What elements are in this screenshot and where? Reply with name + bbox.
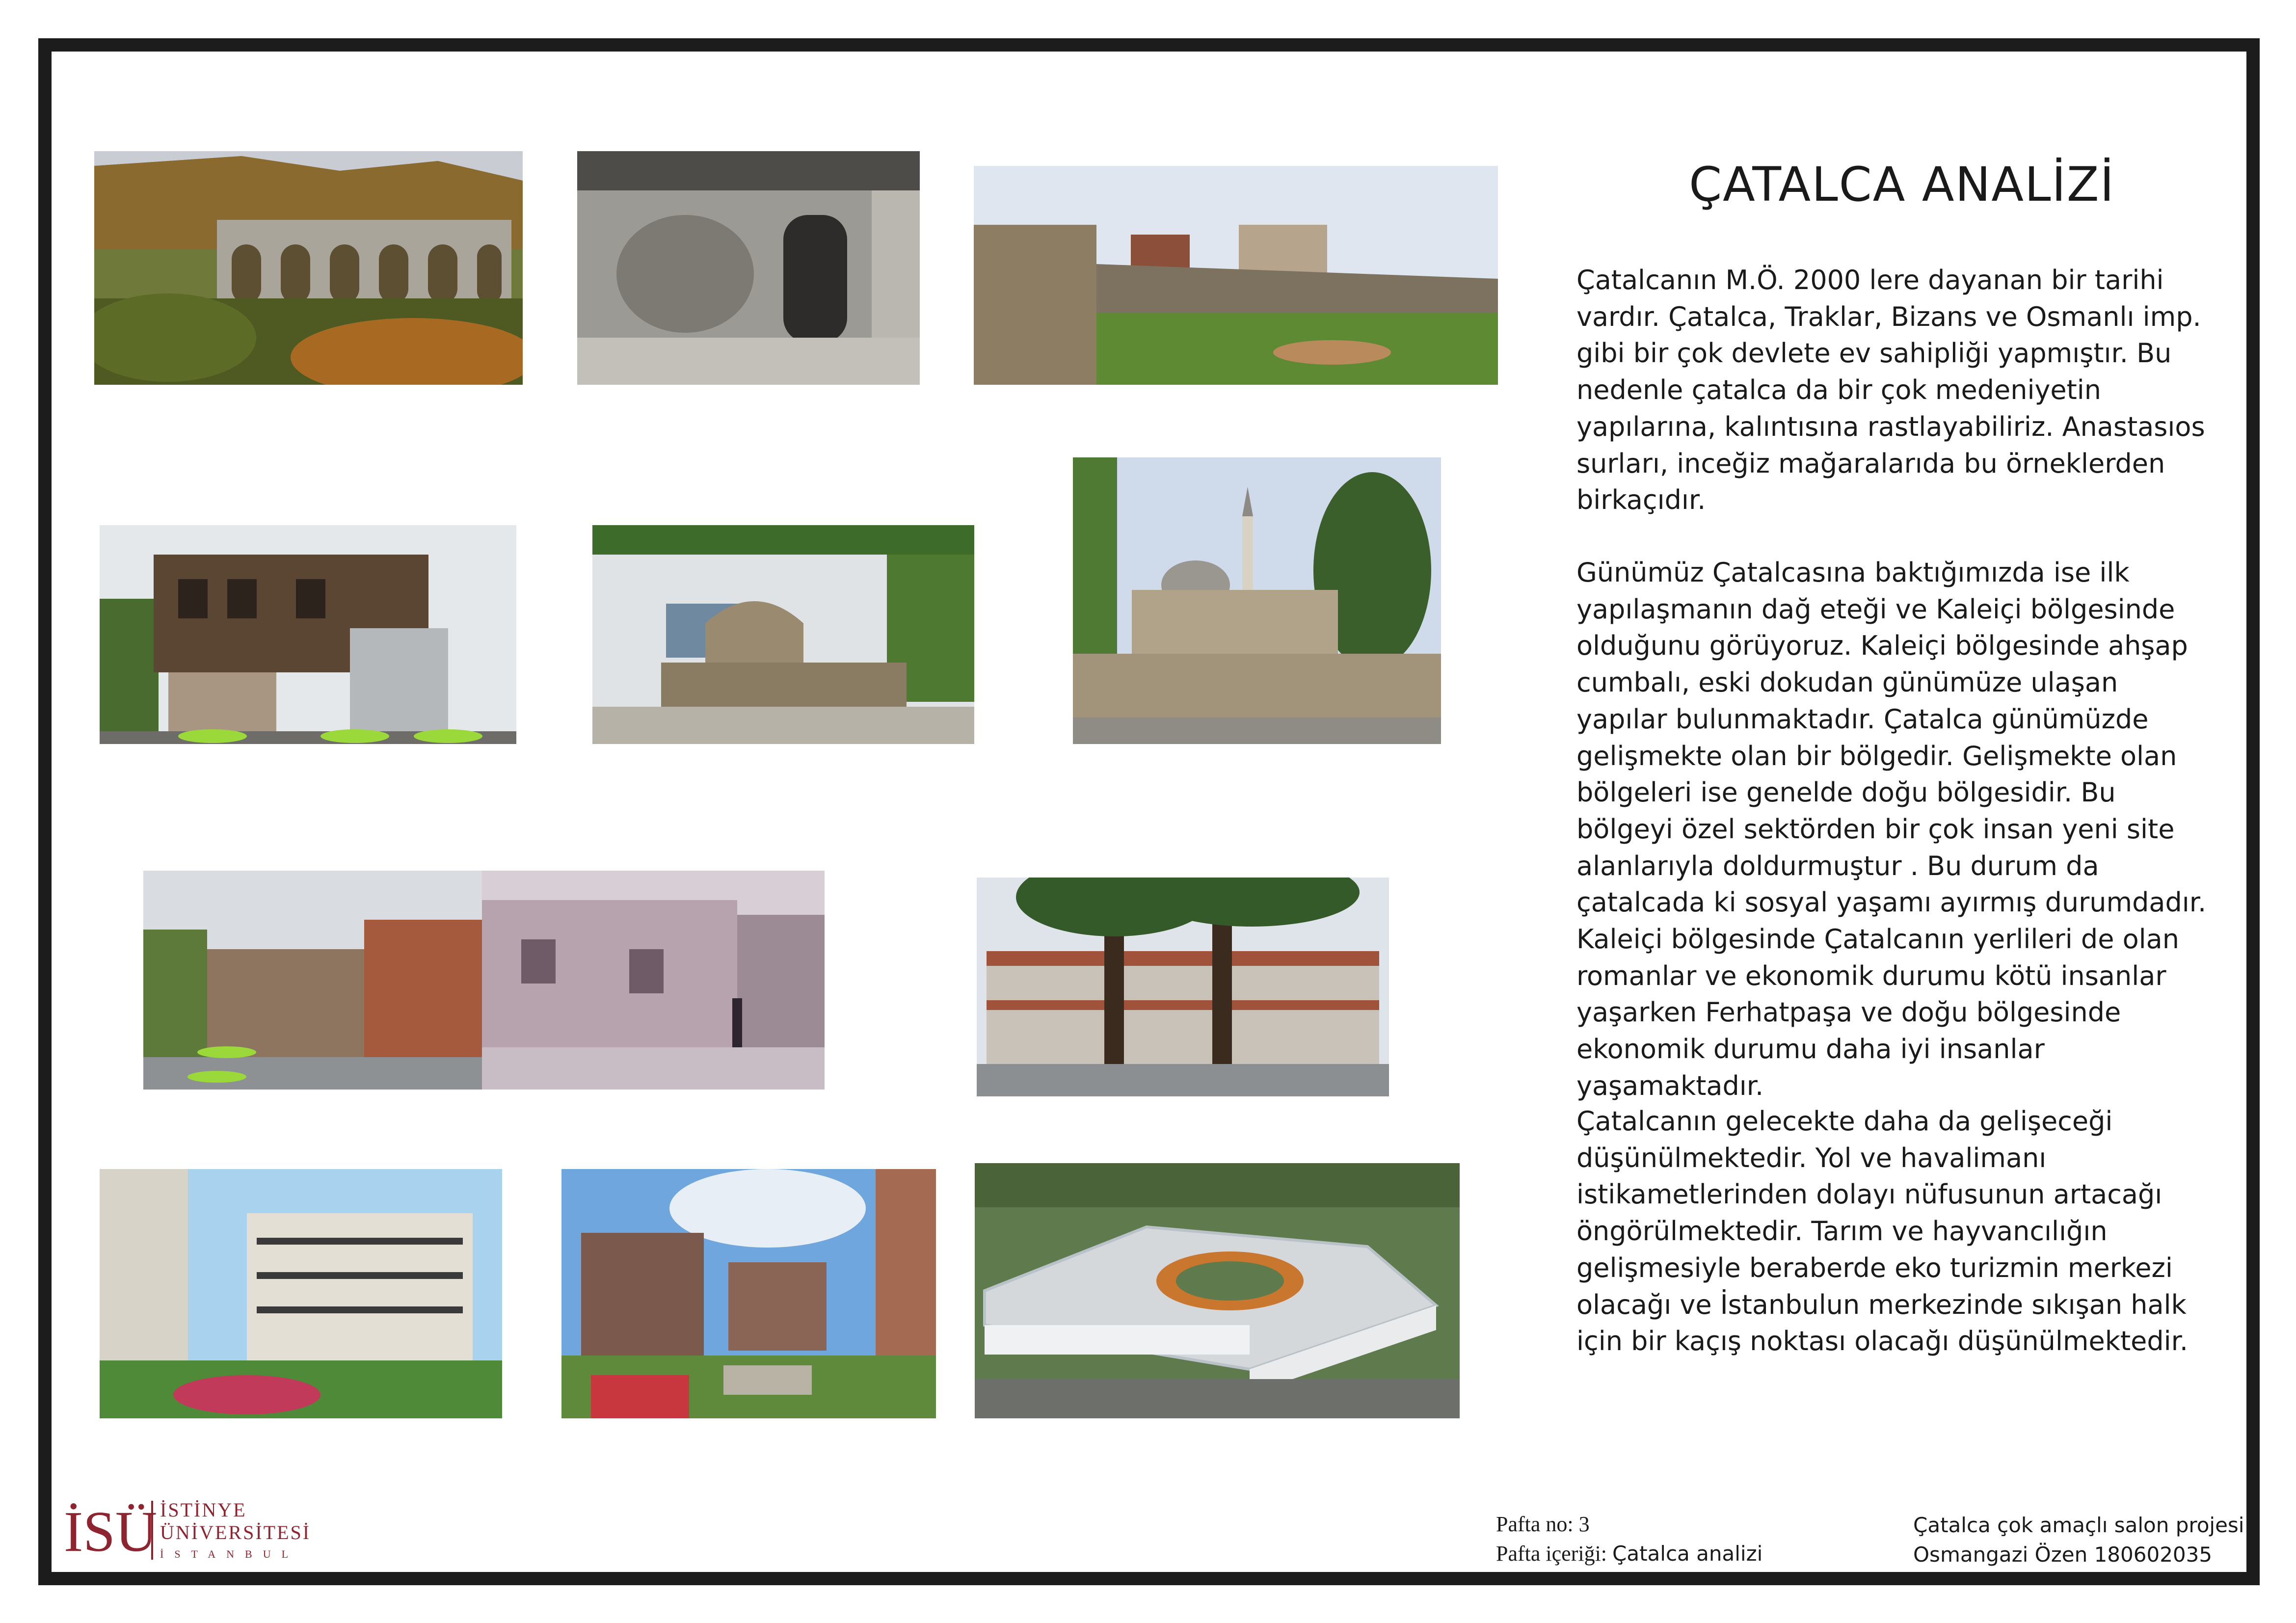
pafta-no-label: Pafta no: bbox=[1496, 1512, 1574, 1536]
photo-building-render bbox=[975, 1163, 1460, 1418]
photo-aqueduct bbox=[94, 151, 523, 385]
author-name: Osmangazi Özen 180602035 bbox=[1913, 1543, 2213, 1567]
photo-old-house-corner bbox=[143, 871, 482, 1090]
photo-old-house-historic bbox=[482, 871, 825, 1090]
paragraph-history: Çatalcanın M.Ö. 2000 lere dayanan bir tarihi vardır. Çatalca, Traklar, Bizans ve Osmanlı imp. gibi bir çok devlete ev sahipliği yapmıştır. Bu nedenle çatalca da bir çok medeniyetin yapılarına, kalıntısına rastlayabiliriz. Anastasıos surları, inceğiz mağaralarıda bu örneklerden birkaçıdır. bbox=[1576, 265, 2205, 516]
logo-line-3: İSTANBUL bbox=[160, 1548, 299, 1560]
university-logo bbox=[64, 1497, 358, 1563]
pafta-no bbox=[1496, 1512, 1590, 1537]
photo-fountain bbox=[592, 525, 974, 744]
photo-new-residential bbox=[561, 1169, 936, 1418]
logo-mark: İSÜ bbox=[64, 1499, 158, 1563]
paragraph-future: Çatalcanın gelecekte daha da gelişeceği düşünülmektedir. Yol ve havalimanı istikametlerinden dolayı nüfusunun artacağı öngörülmektedir. Tarım ve hayvancılığın gelişmesiyle beraberde eko turizmin merkezi olacağı ve İstanbulun merkezinde sıkışan halk için bir kaçış noktası olacağı düşünülmektedir. bbox=[1576, 1106, 2189, 1357]
photo-city-walls bbox=[974, 166, 1498, 385]
project-title: Çatalca çok amaçlı salon projesi bbox=[1913, 1513, 2244, 1537]
photo-wooden-house bbox=[100, 525, 516, 744]
photo-mosque bbox=[1073, 457, 1441, 744]
page-title: ÇATALCA ANALİZİ bbox=[1689, 157, 2115, 212]
paragraph-present: Günümüz Çatalcasına baktığımızda ise ilk yapılaşmanın dağ eteği ve Kaleiçi bölgesinde olduğunu görüyoruz. Kaleiçi bölgesinde ahşap cumbalı, eski dokudan günümüze ulaşan yapılar bulunmaktadır. Çatalca günümüzde gelişmekte olan bir bölgedir. Gelişmekte olan bölgeleri ise genelde doğu bölgesidir. Bu bölgeyi özel sektörden bir çok insan yeni site alanlarıyla doldurmuştur . Bu durum da çatalcada ki sosyal yaşamı ayırmış durumdadır. Kaleiçi bölgesinde Çatalcanın yerlileri de olan romanlar ve ekonomik durumu kötü insanlar yaşarken Ferhatpaşa ve doğu bölgesinde ekonomik durumu daha iyi insanlar yaşamaktadır. bbox=[1576, 557, 2207, 1101]
logo-line-2: ÜNİVERSİTESİ bbox=[160, 1521, 311, 1543]
pafta-icerigi-label: Pafta içeriği: bbox=[1496, 1542, 1607, 1566]
pafta-icerigi bbox=[1496, 1541, 1762, 1566]
photo-school bbox=[977, 878, 1389, 1096]
photo-new-apartment bbox=[100, 1169, 502, 1418]
pafta-icerigi-value: Çatalca analizi bbox=[1612, 1542, 1763, 1566]
pafta-no-value: 3 bbox=[1578, 1512, 1590, 1536]
photo-cave bbox=[577, 151, 920, 385]
logo-line-1: İSTİNYE bbox=[160, 1499, 247, 1521]
